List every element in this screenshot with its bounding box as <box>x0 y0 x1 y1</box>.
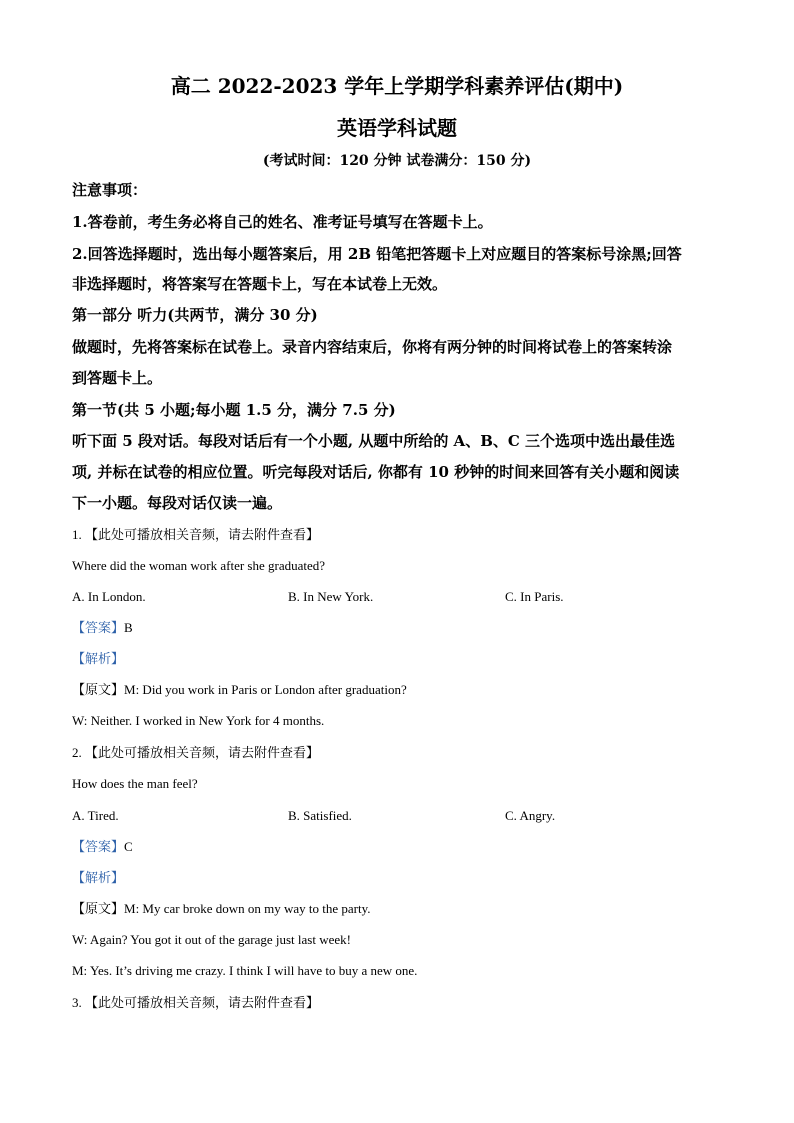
section1-instructions-line-2: 项, 并标在试卷的相应位置。听完每段对话后, 你都有 10 秒钟的时间来回答有关小题和阅读 <box>72 463 680 481</box>
q1-option-a: A. In London. <box>72 589 146 604</box>
q1-options <box>72 588 722 606</box>
section1-instructions-line-3: 下一小题。每段对话仅读一遍。 <box>72 494 283 512</box>
part1-intro-line-2: 到答题卡上。 <box>72 369 163 387</box>
q1-original-text-1: M: Did you work in Paris or London after graduation? <box>124 682 407 697</box>
part1-heading: 第一部分 听力(共两节，满分 30 分) <box>72 306 318 324</box>
notes-item-2-line-2: 非选择题时，将答案写在答题卡上，写在本试卷上无效。 <box>72 275 448 293</box>
original-label: 【原文】 <box>72 901 125 916</box>
answer-label: 【答案】 <box>72 839 125 854</box>
section1-heading: 第一节(共 5 小题;每小题 1.5 分，满分 7.5 分) <box>72 401 396 419</box>
notes-item-2-line-1: 2.回答选择题时，选出每小题答案后，用 2B 铅笔把答题卡上对应题目的答案标号涂黑;回答 <box>72 245 682 263</box>
q1-option-c: C. In Paris. <box>505 589 564 604</box>
page-title: 高二 2022-2023 学年上学期学科素养评估(期中) <box>170 74 624 98</box>
q3-audio-link[interactable]: 3. 【此处可播放相关音频，请去附件查看】 <box>72 995 320 1010</box>
q1-original-line-2: W: Neither. I worked in New York for 4 months. <box>72 713 325 728</box>
q2-original-line-3: M: Yes. It’s driving me crazy. I think I will have to buy a new one. <box>72 963 418 978</box>
part1-intro-line-1: 做题时，先将答案标在试卷上。录音内容结束后，你将有两分钟的时间将试卷上的答案转涂 <box>72 338 673 356</box>
q2-answer <box>72 838 722 856</box>
q2-analysis-label: 【解析】 <box>72 870 125 885</box>
section1-instructions-line-1: 听下面 5 段对话。每段对话后有一个小题, 从题中所给的 A、B、C 三个选项中选出最佳选 <box>72 432 676 450</box>
q2-option-a: A. Tired. <box>72 808 119 823</box>
answer-label: 【答案】 <box>72 620 125 635</box>
q1-audio-link[interactable]: 1. 【此处可播放相关音频，请去附件查看】 <box>72 527 320 542</box>
q1-option-b: B. In New York. <box>288 589 374 604</box>
q2-original-line-1 <box>72 900 722 918</box>
q1-question: Where did the woman work after she graduated? <box>72 558 326 573</box>
q1-answer <box>72 619 722 637</box>
q2-audio-link[interactable]: 2. 【此处可播放相关音频，请去附件查看】 <box>72 745 320 760</box>
q2-answer-value: C <box>124 839 133 854</box>
notes-item-1: 1.答卷前，考生务必将自己的姓名、准考证号填写在答题卡上。 <box>72 213 493 231</box>
q1-original-line-1 <box>72 681 722 699</box>
q1-analysis-label: 【解析】 <box>72 651 125 666</box>
exam-info: (考试时间：120 分钟 试卷满分：150 分) <box>262 153 532 169</box>
q1-answer-value: B <box>124 620 133 635</box>
q2-question: How does the man feel? <box>72 776 198 791</box>
q2-option-b: B. Satisfied. <box>288 808 352 823</box>
notes-heading: 注意事项： <box>72 181 148 199</box>
q2-original-text-1: M: My car broke down on my way to the party. <box>124 901 371 916</box>
page-subtitle: 英语学科试题 <box>337 116 457 140</box>
q2-original-line-2: W: Again? You got it out of the garage just last week! <box>72 932 351 947</box>
q2-option-c: C. Angry. <box>505 808 556 823</box>
q2-options <box>72 807 722 825</box>
original-label: 【原文】 <box>72 682 125 697</box>
